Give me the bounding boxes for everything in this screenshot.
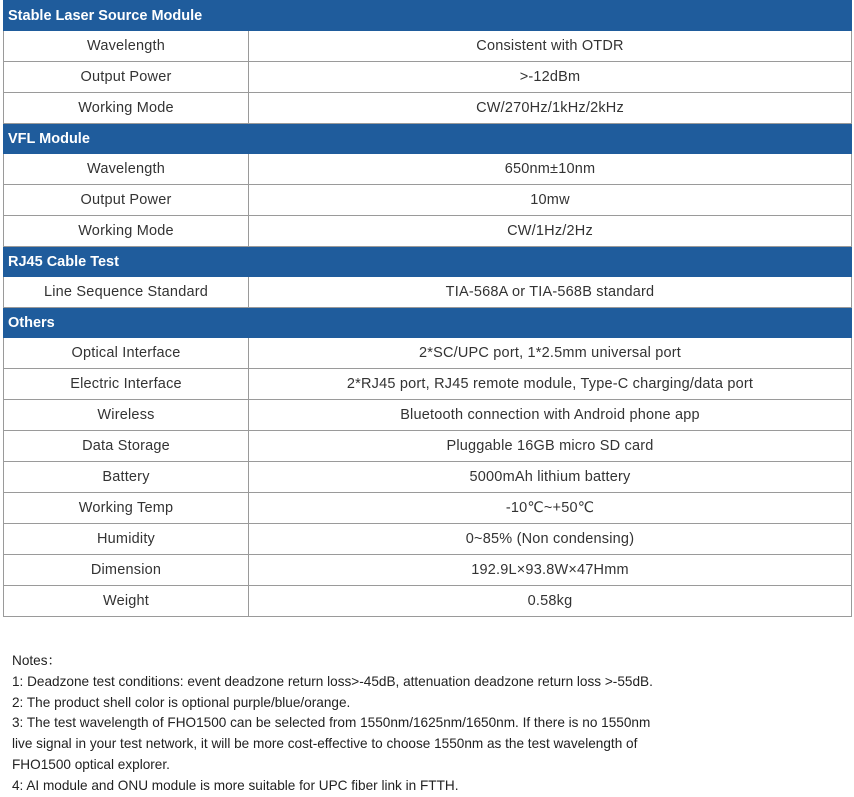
spec-row — [4, 400, 852, 431]
section-header-row — [4, 124, 852, 154]
spec-value: TIA-568A or TIA-568B standard — [249, 277, 852, 308]
spec-value: 5000mAh lithium battery — [249, 462, 852, 493]
spec-value: -10℃~+50℃ — [249, 493, 852, 524]
spec-row — [4, 338, 852, 369]
notes — [12, 651, 842, 797]
spec-row — [4, 524, 852, 555]
spec-table — [3, 0, 852, 617]
spec-value: 2*RJ45 port, RJ45 remote module, Type-C charging/data port — [249, 369, 852, 400]
note-line: 2: The product shell color is optional purple/blue/orange. — [12, 694, 351, 710]
spec-label: Working Mode — [4, 93, 249, 124]
spec-value: CW/270Hz/1kHz/2kHz — [249, 93, 852, 124]
note-line: 3: The test wavelength of FHO1500 can be selected from 1550nm/1625nm/1650nm. If there is no 1550nm — [12, 715, 651, 731]
spec-row — [4, 493, 852, 524]
spec-value: 0~85% (Non condensing) — [249, 524, 852, 555]
spec-label: Line Sequence Standard — [4, 277, 249, 308]
spec-value: Bluetooth connection with Android phone app — [249, 400, 852, 431]
note-line: 1: Deadzone test conditions: event deadzone return loss>-45dB, attenuation deadzone return loss >-55dB. — [12, 673, 653, 689]
spec-label: Data Storage — [4, 431, 249, 462]
section-title: Stable Laser Source Module — [4, 1, 852, 31]
spec-label: Battery — [4, 462, 249, 493]
spec-label: Wavelength — [4, 31, 249, 62]
spec-value: 0.58kg — [249, 586, 852, 617]
spec-row — [4, 369, 852, 400]
section-header-row — [4, 308, 852, 338]
section-header-row — [4, 1, 852, 31]
spec-row — [4, 277, 852, 308]
notes-heading: Notes： — [12, 653, 62, 668]
spec-value: 650nm±10nm — [249, 154, 852, 185]
note-line: 4: AI module and ONU module is more suitable for UPC fiber link in FTTH. — [12, 777, 459, 793]
spec-row — [4, 185, 852, 216]
spec-label: Working Mode — [4, 216, 249, 247]
spec-value: 2*SC/UPC port, 1*2.5mm universal port — [249, 338, 852, 369]
spec-value: Consistent with OTDR — [249, 31, 852, 62]
spec-label: Optical Interface — [4, 338, 249, 369]
spec-label: Dimension — [4, 555, 249, 586]
spec-label: Wireless — [4, 400, 249, 431]
spec-row — [4, 462, 852, 493]
spec-row — [4, 431, 852, 462]
spec-row — [4, 31, 852, 62]
section-title: RJ45 Cable Test — [4, 247, 852, 277]
spec-table-body — [4, 1, 852, 617]
spec-value: Pluggable 16GB micro SD card — [249, 431, 852, 462]
spec-label: Electric Interface — [4, 369, 249, 400]
spec-label: Working Temp — [4, 493, 249, 524]
section-title: VFL Module — [4, 124, 852, 154]
spec-row — [4, 154, 852, 185]
spec-label: Output Power — [4, 62, 249, 93]
spec-value: CW/1Hz/2Hz — [249, 216, 852, 247]
spec-value: 10mw — [249, 185, 852, 216]
section-title: Others — [4, 308, 852, 338]
spec-label: Output Power — [4, 185, 249, 216]
spec-row — [4, 216, 852, 247]
spec-value: 192.9L×93.8W×47Hmm — [249, 555, 852, 586]
spec-value: >-12dBm — [249, 62, 852, 93]
section-header-row — [4, 247, 852, 277]
spec-row — [4, 586, 852, 617]
spec-row — [4, 93, 852, 124]
spec-label: Wavelength — [4, 154, 249, 185]
spec-row — [4, 62, 852, 93]
spec-row — [4, 555, 852, 586]
note-line: live signal in your test network, it will be more cost-effective to choose 1550nm as the test wavelength of — [12, 736, 638, 752]
spec-label: Weight — [4, 586, 249, 617]
spec-label: Humidity — [4, 524, 249, 555]
note-line: FHO1500 optical explorer. — [12, 756, 170, 772]
